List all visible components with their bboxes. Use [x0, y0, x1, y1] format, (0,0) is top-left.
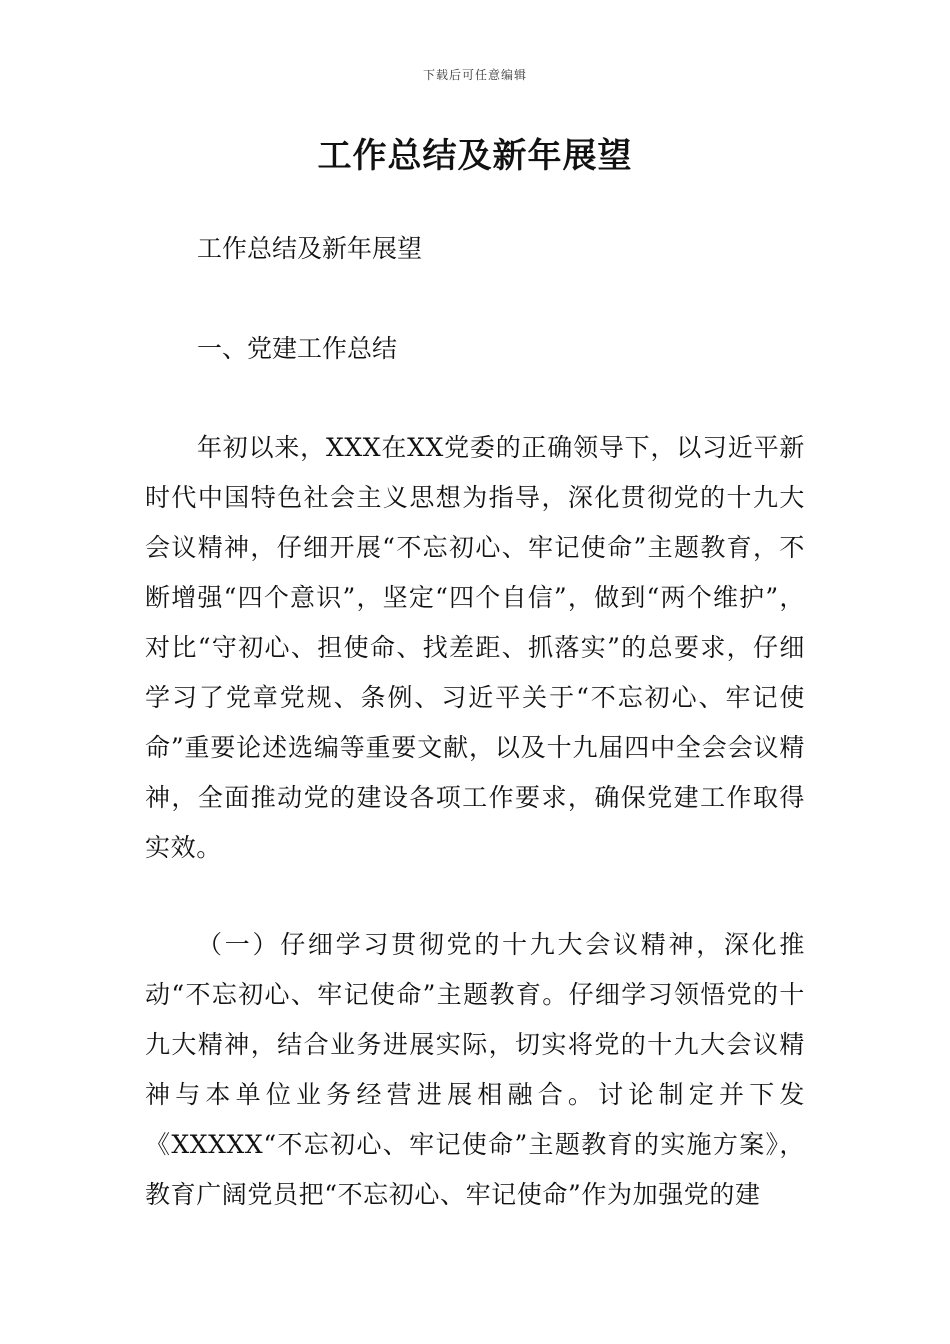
section-heading: 一、党建工作总结 — [197, 334, 398, 363]
document-subtitle: 工作总结及新年展望 — [197, 234, 423, 263]
body-paragraph: （一）仔细学习贯彻党的十九大会议精神，深化推动“不忘初心、牢记使命”主题教育。仔细学习领悟党的十九大精神，结合业务进展实际，切实将党的十九大会议精神与本单位业务经营进展相融合。讨论制定并下发《XXXXX“不忘初心、牢记使命”主题教育的实施方案》，教育广阔党员把“不忘初心、牢记使命”作为加强党的建 — [145, 930, 805, 1209]
header-note: 下载后可任意编辑 — [422, 68, 527, 82]
document-title: 工作总结及新年展望 — [317, 136, 633, 176]
body-paragraph: 年初以来，XXX在XX党委的正确领导下，以习近平新时代中国特色社会主义思想为指导，深化贯彻党的十九大会议精神，仔细开展“不忘初心、牢记使命”主题教育，不断增强“四个意识”，坚定“四个自信”，做到“两个维护”，对比“守初心、担使命、找差距、抓落实”的总要求，仔细学习了党章党规、条例、习近平关于“不忘初心、牢记使命”重要论述选编等重要文献，以及十九届四中全会会议精神，全面推动党的建设各项工作要求，确保党建工作取得实效。 — [145, 433, 805, 862]
